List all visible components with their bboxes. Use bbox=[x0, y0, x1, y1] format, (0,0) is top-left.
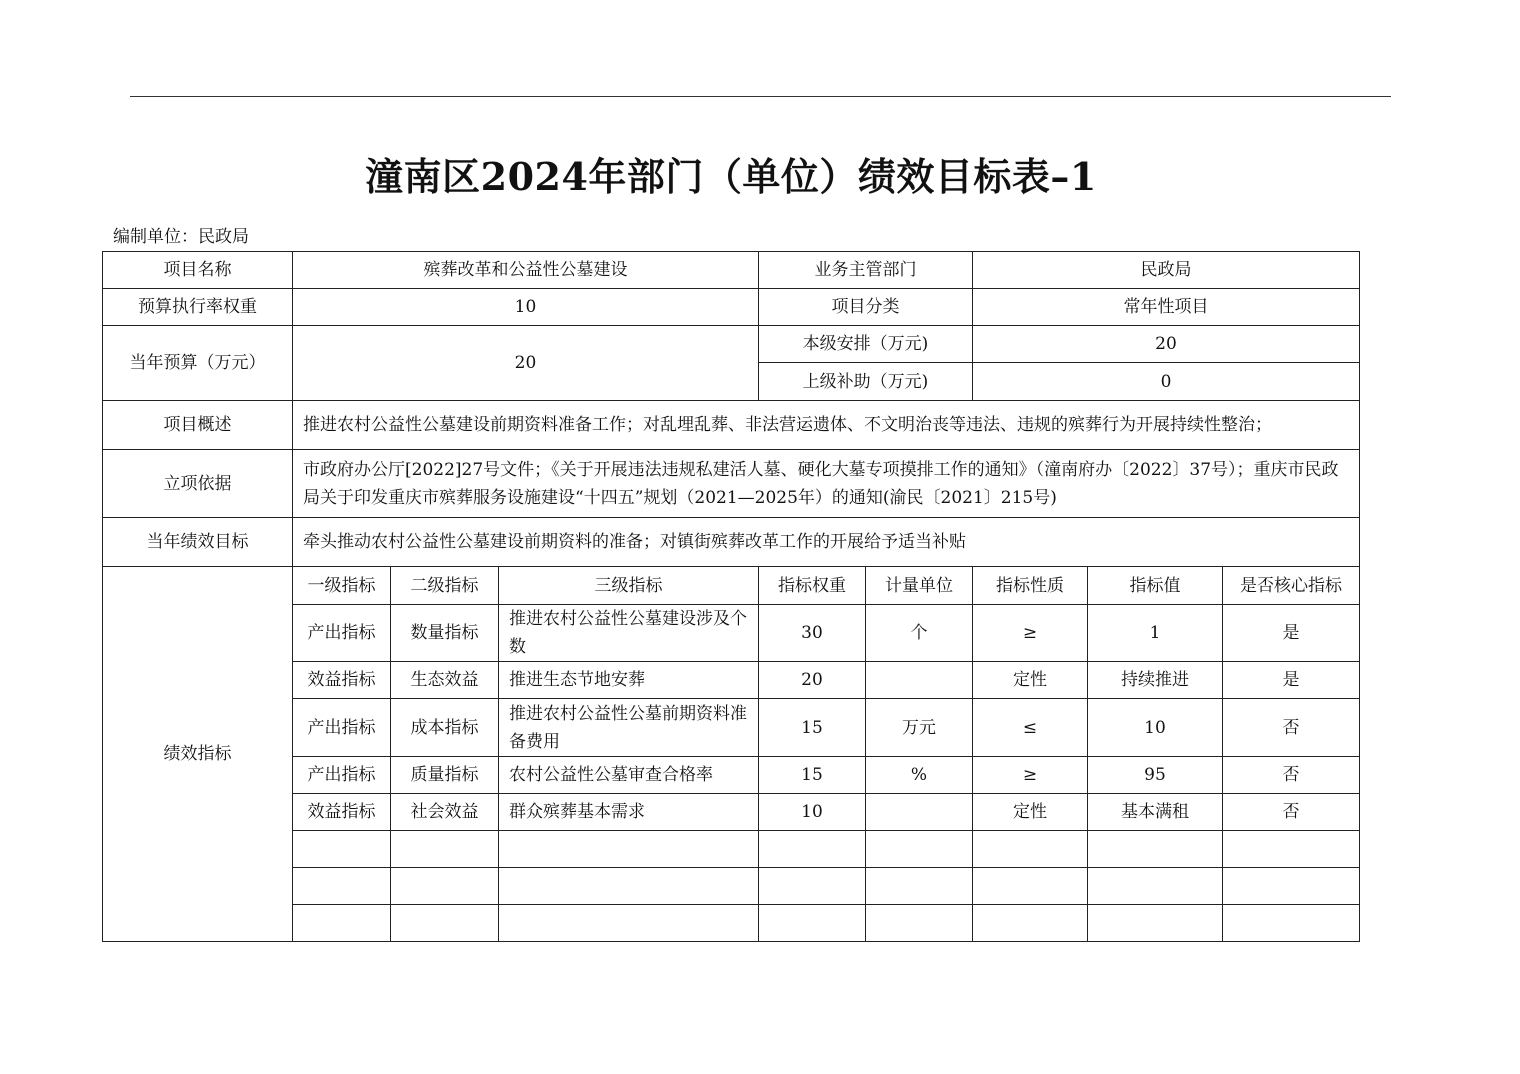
unit-cell: 万元 bbox=[866, 699, 973, 757]
dept: 民政局 bbox=[973, 252, 1360, 289]
weight-cell: 10 bbox=[759, 794, 866, 831]
core-cell: 是 bbox=[1223, 662, 1360, 699]
weight-cell: 20 bbox=[759, 662, 866, 699]
level3-cell: 推进生态节地安葬 bbox=[499, 662, 759, 699]
level2-cell: 成本指标 bbox=[391, 699, 499, 757]
core-cell: 否 bbox=[1223, 794, 1360, 831]
core-cell: 是 bbox=[1223, 605, 1360, 662]
row-goal bbox=[103, 518, 1360, 567]
level2-cell: 社会效益 bbox=[391, 794, 499, 831]
level3-cell: 群众殡葬基本需求 bbox=[499, 794, 759, 831]
level1-cell: 产出指标 bbox=[293, 605, 391, 662]
level3-cell: 农村公益性公墓审查合格率 bbox=[499, 757, 759, 794]
row-project-name bbox=[103, 252, 1360, 289]
nature-cell: ≤ bbox=[973, 699, 1088, 757]
level1-cell: 效益指标 bbox=[293, 662, 391, 699]
header-level3: 三级指标 bbox=[499, 567, 759, 605]
overview: 推进农村公益性公墓建设前期资料准备工作；对乱埋乱葬、非法营运遗体、不文明治丧等违法、违规的殡葬行为开展持续性整治； bbox=[293, 401, 1360, 450]
header-unit: 计量单位 bbox=[866, 567, 973, 605]
core-cell: 否 bbox=[1223, 699, 1360, 757]
header-level1: 一级指标 bbox=[293, 567, 391, 605]
level1-cell: 效益指标 bbox=[293, 794, 391, 831]
value-cell: 95 bbox=[1088, 757, 1223, 794]
row-budget-weight bbox=[103, 289, 1360, 326]
budget-weight: 10 bbox=[293, 289, 759, 326]
basis-label: 立项依据 bbox=[103, 450, 293, 518]
budget: 20 bbox=[293, 326, 759, 401]
category: 常年性项目 bbox=[973, 289, 1360, 326]
value-cell: 10 bbox=[1088, 699, 1223, 757]
performance-table bbox=[102, 251, 1360, 942]
goal: 牵头推动农村公益性公墓建设前期资料的准备；对镇街殡葬改革工作的开展给予适当补贴 bbox=[293, 518, 1360, 567]
level2-cell: 质量指标 bbox=[391, 757, 499, 794]
level2-cell: 数量指标 bbox=[391, 605, 499, 662]
value-cell: 持续推进 bbox=[1088, 662, 1223, 699]
overview-label: 项目概述 bbox=[103, 401, 293, 450]
upper-label: 上级补助（万元) bbox=[759, 363, 973, 401]
row-overview bbox=[103, 401, 1360, 450]
nature-cell: ≥ bbox=[973, 605, 1088, 662]
header-core: 是否核心指标 bbox=[1223, 567, 1360, 605]
nature-cell: 定性 bbox=[973, 794, 1088, 831]
compiling-unit: 编制单位：民政局 bbox=[113, 227, 249, 247]
level1-cell: 产出指标 bbox=[293, 757, 391, 794]
level3-cell: 推进农村公益性公墓建设涉及个数 bbox=[499, 605, 759, 662]
local: 20 bbox=[973, 326, 1360, 363]
header-weight: 指标权重 bbox=[759, 567, 866, 605]
basis: 市政府办公厅[2022]27号文件；《关于开展违法违规私建活人墓、硬化大墓专项摸排工作的通知》（潼南府办〔2022〕37号）；重庆市民政局关于印发重庆市殡葬服务设施建设“十四五”规划（2021—2025年）的通知(渝民〔2021〕215号) bbox=[293, 450, 1360, 518]
header-value: 指标值 bbox=[1088, 567, 1223, 605]
indicator-header-row bbox=[103, 567, 1360, 605]
row-budget-local bbox=[103, 326, 1360, 363]
project-name-label: 项目名称 bbox=[103, 252, 293, 289]
top-rule bbox=[130, 96, 1391, 97]
unit-cell: 个 bbox=[866, 605, 973, 662]
nature-cell: ≥ bbox=[973, 757, 1088, 794]
value-cell: 1 bbox=[1088, 605, 1223, 662]
header-nature: 指标性质 bbox=[973, 567, 1088, 605]
category-label: 项目分类 bbox=[759, 289, 973, 326]
value-cell: 基本满租 bbox=[1088, 794, 1223, 831]
project-name: 殡葬改革和公益性公墓建设 bbox=[293, 252, 759, 289]
row-basis bbox=[103, 450, 1360, 518]
budget-label: 当年预算（万元） bbox=[103, 326, 293, 401]
unit-cell: % bbox=[866, 757, 973, 794]
unit-cell bbox=[866, 662, 973, 699]
weight-cell: 30 bbox=[759, 605, 866, 662]
upper: 0 bbox=[973, 363, 1360, 401]
header-level2: 二级指标 bbox=[391, 567, 499, 605]
goal-label: 当年绩效目标 bbox=[103, 518, 293, 567]
page-title: 潼南区2024年部门（单位）绩效目标表–1 bbox=[365, 154, 1097, 199]
perf-label: 绩效指标 bbox=[103, 567, 293, 942]
budget-weight-label: 预算执行率权重 bbox=[103, 289, 293, 326]
local-label: 本级安排（万元) bbox=[759, 326, 973, 363]
nature-cell: 定性 bbox=[973, 662, 1088, 699]
dept-label: 业务主管部门 bbox=[759, 252, 973, 289]
level3-cell: 推进农村公益性公墓前期资料准备费用 bbox=[499, 699, 759, 757]
level1-cell: 产出指标 bbox=[293, 699, 391, 757]
level2-cell: 生态效益 bbox=[391, 662, 499, 699]
weight-cell: 15 bbox=[759, 699, 866, 757]
unit-cell bbox=[866, 794, 973, 831]
core-cell: 否 bbox=[1223, 757, 1360, 794]
weight-cell: 15 bbox=[759, 757, 866, 794]
